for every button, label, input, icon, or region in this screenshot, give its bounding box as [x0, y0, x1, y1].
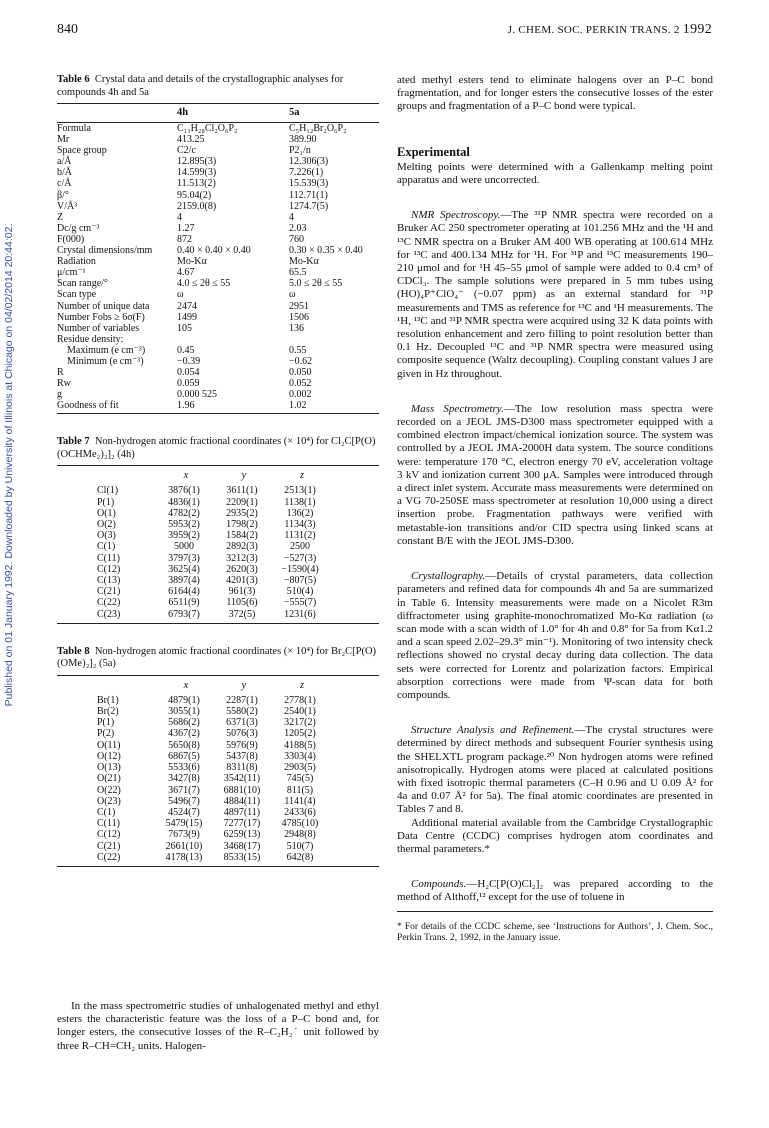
table7-row	[97, 497, 331, 508]
table6-cell: ω	[289, 289, 296, 301]
table6-cell: 1.96	[177, 400, 195, 412]
table6-cell	[289, 334, 379, 345]
table6-cell: 0.000 525	[177, 389, 217, 401]
table8-cell: 4367(2)	[168, 728, 200, 740]
table6-cell: Residue density:	[57, 333, 124, 345]
table8-cell: 5686(2)	[168, 717, 200, 729]
download-notice[interactable]: Published on 01 January 1992. Downloaded by University of Illinois at Chicago on 04/02/2014 20:44:02.	[3, 223, 15, 707]
table8-cell: 7277(17)	[223, 818, 261, 830]
table8-row	[97, 852, 331, 863]
table7-cell: 136(2)	[286, 507, 314, 519]
table6-cell: V/Å³	[57, 200, 78, 212]
table6-cell: Goodness of fit	[57, 400, 119, 412]
crystallography-title: Crystallography.	[411, 570, 486, 583]
table8-cell: O(13)	[97, 762, 121, 774]
table8-cell: 4879(1)	[168, 694, 200, 706]
table8-cell: 3671(7)	[168, 784, 200, 796]
continued-paragraph: ated methyl esters tend to eliminate halogens over an P–C bond fragmentation, and for longer esters the consecutive losses of the ester groups and fragmentation of a P–C bond were typical.	[397, 74, 713, 113]
table6-cell: 95.04(2)	[177, 189, 212, 201]
table6-cell: β/°	[57, 189, 69, 201]
table8-cell: C(22)	[97, 851, 121, 863]
table6-cell: Space group	[57, 145, 107, 157]
table6-cell: 11.513(2)	[177, 178, 216, 190]
table7-cell: 3876(1)	[168, 485, 200, 497]
table6-caption-text: Crystal data and details of the crystallographic analyses for compounds 4h and 5a	[57, 74, 344, 98]
table7-cell: P(1)	[97, 496, 115, 508]
table6-col-5a: 5a	[289, 107, 300, 118]
table7-cell: Cl(1)	[97, 485, 119, 497]
right-column	[397, 74, 713, 954]
table6-row	[57, 256, 379, 267]
ms-paragraph	[397, 403, 713, 548]
table8-cell: 2661(10)	[165, 840, 203, 852]
table7-cell: 1584(2)	[226, 530, 258, 542]
table8-row	[97, 751, 331, 762]
table6-row	[57, 190, 379, 201]
table6-cell: 1.27	[177, 222, 195, 234]
table6-cell: b/Å	[57, 167, 72, 179]
table6-row	[57, 234, 379, 245]
table8-row	[97, 762, 331, 773]
table6-row	[57, 278, 379, 289]
table6-cell: 112.71(1)	[289, 189, 328, 201]
table6-cell: P2₁/n	[289, 145, 311, 157]
table6-cell: 0.059	[177, 378, 200, 390]
table6-cell: 4	[289, 211, 294, 223]
table6-row	[57, 167, 379, 178]
table6-cell: Scan type	[57, 289, 97, 301]
table6-cell: Number of variables	[57, 322, 140, 334]
ms-title: Mass Spectrometry.	[411, 402, 504, 415]
table8-cell: P(2)	[97, 728, 115, 740]
table7-row	[97, 609, 331, 620]
table7	[97, 466, 331, 619]
table7-cell: 4201(3)	[226, 575, 258, 587]
table6-cell: 1274.7(5)	[289, 200, 329, 212]
table8-cell: 5650(8)	[168, 739, 200, 751]
table7-cell: O(1)	[97, 507, 116, 519]
table8-cell: 3468(17)	[223, 840, 261, 852]
table6-cell: 0.002	[289, 389, 312, 401]
table6-row	[57, 345, 379, 356]
table8-cell: 2540(1)	[284, 706, 316, 718]
table7-caption-text: Non-hydrogen atomic fractional coordinates (× 10⁴) for Cl₂C[P(O)(OCHMe₂)₂]₂ (4h)	[57, 436, 376, 460]
table7-cell: −527(3)	[283, 552, 317, 564]
table6-cell: −0.62	[289, 355, 313, 367]
table6-row	[57, 134, 379, 145]
crystallography-text: —Details of crystal parameters, data collection parameters and refined data for compounds 4h and 5a are summarized in Table 6. Intensity measurements were made on a Nicolet R3m diffractometer using graphite-monochromatized Mo-Kα radiation (ω scan mode with a scan width of 1.0° for 4h and 0.8° for 5a from Kα1.2 and a scan speed 2.02–29.3° min⁻¹). Monitoring of two intensity check reflections showed no crystal decay during data collection. The data sets were corrected for Lorentz and polarization factors. Empirical absorption corrections were made from Ψ-scan data for both compounds.	[397, 570, 713, 701]
table6-cell: μ/cm⁻¹	[57, 267, 86, 279]
table8-cell: O(21)	[97, 773, 121, 785]
ms-discussion-paragraph: In the mass spectrometric studies of unhalogenated methyl and ethyl esters the characteristic feature was the loss of a P–C bond and, for longer esters, the consecutive losses of the R–C₂H₂˙ unit followed by three R–CH=CH₂ units. Halogen-	[57, 1000, 379, 1052]
table6-row	[57, 389, 379, 400]
table7-cell: 3625(4)	[168, 563, 200, 575]
table6-cell: 136	[289, 322, 304, 334]
table7-cell: 3959(2)	[168, 530, 200, 542]
table7-cell: C(21)	[97, 586, 121, 598]
crystallography-paragraph	[397, 570, 713, 702]
table8-cell: O(12)	[97, 750, 121, 762]
table6-row	[57, 334, 379, 345]
journal-name: J. CHEM. SOC. PERKIN TRANS. 2	[507, 24, 680, 36]
table8-cell: 6867(5)	[168, 750, 200, 762]
table8-cell: O(11)	[97, 739, 121, 751]
ccdc-paragraph: Additional material available from the Cambridge Crystallographic Data Centre (CCDC) comprises hydrogen atom coordinates and thermal parameters.*	[397, 816, 713, 855]
table6-cell: 12.306(3)	[289, 156, 329, 168]
table8-cell: 811(5)	[286, 784, 314, 796]
table6-cell: Radiation	[57, 256, 96, 268]
table8-row	[97, 717, 331, 728]
table7-col-x: x	[183, 470, 189, 482]
experimental-paragraph: Melting points were determined with a Gallenkamp melting point apparatus and were uncorrected.	[397, 160, 713, 187]
table6-row	[57, 212, 379, 223]
table7-cell: O(2)	[97, 519, 116, 531]
table7-cell: 3797(3)	[168, 552, 200, 564]
table6-row	[57, 245, 379, 256]
compounds-title: Compounds.	[411, 878, 467, 891]
table8-cell: 5076(3)	[226, 728, 258, 740]
table6-cell: 5.0 ≤ 2θ ≤ 55	[289, 278, 343, 290]
table7-row	[97, 541, 331, 552]
table8-cell: Br(2)	[97, 706, 119, 718]
table8-cell: 745(5)	[286, 773, 314, 785]
table8-cell: P(1)	[97, 717, 115, 729]
table8-cell: 4188(5)	[284, 739, 316, 751]
table8-cell: Br(1)	[97, 694, 119, 706]
table6-cell: 0.054	[177, 367, 200, 379]
table6-row	[57, 378, 379, 389]
table8-row	[97, 740, 331, 751]
table6-cell: C2/c	[177, 145, 196, 157]
download-watermark	[2, 120, 16, 810]
table8-cell: 1141(4)	[284, 795, 316, 807]
table6-col-4h: 4h	[177, 107, 189, 118]
table6-cell: Mo-Kα	[289, 256, 319, 268]
table6-row	[57, 356, 379, 367]
table6-cell: 4.0 ≤ 2θ ≤ 55	[177, 278, 231, 290]
table8-cell: C(11)	[97, 818, 120, 830]
table6-cell: Mr	[57, 134, 70, 146]
table6-cell: 2.03	[289, 222, 307, 234]
table7-cell: 6511(9)	[168, 597, 200, 609]
table6-cell: Maximum (e cm⁻³)	[67, 344, 146, 356]
table6-label: Table 6	[57, 74, 90, 85]
table7-cell: 1134(3)	[284, 519, 316, 531]
nmr-text: —The ³¹P NMR spectra were recorded on a Bruker AC 250 spectrometer operating at 101.256 MHz and the ¹H and ¹³C NMR spectra on a Bruker AM 400 WB operating at 100.614 MHz for ¹³C and 400.134 MHz for ¹H. For ³¹P and ¹³C measurements 190–210 μmol and for ¹H 45–55 μmol of sample were added to 0.4 cm³ of CDCl₃. The sample solutions were prepared in 5 mm tubes using (HO)₄P⁺ClO₄⁻ (−0.07 ppm) as an external standard for ³¹P measurements and TMS as reference for ¹³C and ¹H measurements. The ¹H, ¹³C and ³¹P NMR spectra were acquired using 32 K data points with resolution enhancement and zero filling to point resolution better than 0.1 Hz. Decoupled ¹³C and ³¹P NMR spectra were measured using composite sequence (Waltz decoupling). Coupling constant values J are given in Hz throughout.	[397, 209, 713, 380]
table8-row	[97, 706, 331, 717]
table8-col-x: x	[183, 679, 189, 691]
table7-cell: 2892(3)	[226, 541, 258, 553]
table6-cell: Dc/g cm⁻³	[57, 222, 100, 234]
table6-cell: 65.5	[289, 267, 307, 279]
table7-caption	[57, 436, 379, 461]
table6-cell: Minimum (e cm⁻³)	[67, 355, 144, 367]
ms-text: —The low resolution mass spectra were recorded on a JEOL JMS-D300 mass spectrometer equipped with a combined electron impact/chemical ionization source. The system was controlled by a JEOL JMA-2000H data system. The source conditions were: temperature 170 °C, electron energy 70 eV, acceleration voltage 3 kV and ionization current 300 μA. Samples were introduced through a direct inlet system. Accurate mass measurements were determined on a VG 70-250SE mass spectrometer at resolution 10,000 using a direct insertion probe. Fragmentation pathways were verified with metastable-ion transitions and/or CID spectra using linked scans at constant B/E with the JEOL JMS-D300.	[397, 402, 713, 547]
table7-cell: −807(5)	[283, 575, 317, 587]
table6-cell: F(000)	[57, 233, 85, 245]
table6-cell: 872	[177, 233, 192, 245]
table6-cell: 2159.0(8)	[177, 200, 217, 212]
table6-cell: Z	[57, 211, 64, 223]
table7-cell: 1138(1)	[284, 496, 316, 508]
table8-cell: 3303(4)	[284, 750, 316, 762]
table7-label: Table 7	[57, 436, 90, 448]
table6-caption	[57, 74, 379, 99]
table7-row	[97, 586, 331, 597]
table6-row	[57, 289, 379, 300]
table8-cell: 4884(11)	[223, 795, 261, 807]
table6-row	[57, 178, 379, 189]
table6-row	[57, 312, 379, 323]
running-header	[57, 22, 712, 40]
table7-cell: 4836(1)	[168, 496, 200, 508]
table8-row	[97, 728, 331, 739]
left-column	[57, 74, 379, 867]
table6-cell	[177, 334, 289, 345]
table7-cell: O(3)	[97, 530, 116, 542]
table7-cell: 4782(2)	[168, 507, 200, 519]
table6-cell: Rw	[57, 378, 71, 390]
table6-cell: ω	[177, 289, 184, 301]
table6-row	[57, 323, 379, 334]
table6-cell: 14.599(3)	[177, 167, 217, 179]
table7-cell: 3611(1)	[226, 485, 258, 497]
table8-row	[97, 785, 331, 796]
table6-row	[57, 123, 379, 135]
table8-row	[97, 695, 331, 706]
table8-cell: 8533(15)	[223, 851, 261, 863]
table8-row	[97, 841, 331, 852]
table6-cell: Number Fobs ≥ 6σ(F)	[57, 311, 145, 323]
table6-cell: 2474	[177, 300, 197, 312]
table8-cell: 510(7)	[286, 840, 314, 852]
table8-cell: 2948(8)	[284, 829, 316, 841]
journal-header	[508, 22, 712, 38]
structure-text: —The crystal structures were determined by direct methods and subsequent Fourier synthesis using the SHELXTL program package.²⁰ Non hydrogen atoms were refined anisotropically. Hydrogen atoms were placed at calculated positions with fixed isotropic thermal parameters (C–H 0.96 and U 0.09 Å² for 4a and 0.07 Å² for 5a). The final atomic coordinates are presented in Tables 7 and 8.	[397, 724, 713, 816]
table8-cell: 5976(9)	[226, 739, 258, 751]
table6-cell: 0.052	[289, 378, 312, 390]
table7-cell: C(11)	[97, 552, 120, 564]
table8-cell: 6371(3)	[226, 717, 258, 729]
table8-cell: 5580(2)	[226, 706, 258, 718]
table8-cell: 4178(13)	[165, 851, 203, 863]
table6-cell: 7.226(1)	[289, 167, 324, 179]
table7-cell: C(13)	[97, 575, 121, 587]
table7-cell: 2620(3)	[226, 563, 258, 575]
table7-row	[97, 575, 331, 586]
table6-cell: Mo-Kα	[177, 256, 207, 268]
table7-cell: C(22)	[97, 597, 121, 609]
table6-cell: 760	[289, 233, 304, 245]
footnote: * For details of the CCDC scheme, see ‘Instructions for Authors’, J. Chem. Soc., Perkin Trans. 2, 1992, in the January issue.	[397, 911, 713, 945]
table6-cell: C₁₃H₂₈Cl₂O₆P₂	[177, 123, 238, 134]
table7-cell: 1131(2)	[284, 530, 316, 542]
table6-cell: 389.90	[289, 134, 317, 146]
table6-row	[57, 367, 379, 378]
structure-title: Structure Analysis and Refinement.	[411, 724, 575, 737]
table6-cell: 1499	[177, 311, 197, 323]
table8-cell: O(23)	[97, 795, 121, 807]
table6-row	[57, 145, 379, 156]
table7-cell: 1231(6)	[284, 608, 316, 620]
table6-cell: Crystal dimensions/mm	[57, 245, 153, 257]
table8-cell: 2903(5)	[284, 762, 316, 774]
table8-cell: 2778(1)	[284, 694, 316, 706]
table7-cell: −1590(4)	[281, 563, 319, 575]
table7-row	[97, 553, 331, 564]
table8-cell: O(22)	[97, 784, 121, 796]
table8-cell: 3542(11)	[223, 773, 261, 785]
structure-paragraph	[397, 724, 713, 816]
table6-cell: 0.30 × 0.35 × 0.40	[289, 245, 363, 257]
table8-row	[97, 829, 331, 840]
table6-cell: 2951	[289, 300, 309, 312]
table8-row	[97, 818, 331, 829]
table8-cell: 8311(8)	[226, 762, 258, 774]
table8-cell: 5496(7)	[168, 795, 200, 807]
table6-row	[57, 156, 379, 167]
table7-col-y: y	[241, 470, 247, 482]
table7-row	[97, 508, 331, 519]
table8-cell: 5479(15)	[165, 818, 203, 830]
table8-cell: 6259(13)	[223, 829, 261, 841]
compounds-paragraph	[397, 878, 713, 904]
table8-cell: 7673(9)	[168, 829, 200, 841]
table6-cell: Scan range/°	[57, 278, 108, 290]
table6-cell: R	[57, 367, 64, 379]
table6-cell: 4.67	[177, 267, 195, 279]
compounds-text: —H₂C[P(O)Cl₂]₂ was prepared according to the method of Althoff,¹² except for the use of toluene in	[397, 878, 713, 904]
table6-cell: 12.895(3)	[177, 156, 217, 168]
experimental-heading: Experimental	[397, 144, 470, 159]
table6-cell: −0.39	[177, 355, 201, 367]
table6-cell: g	[57, 389, 62, 401]
table8-col-z: z	[299, 679, 305, 691]
table6-cell: 105	[177, 322, 192, 334]
table7-cell: C(12)	[97, 563, 121, 575]
table7-row	[97, 519, 331, 530]
table6-cell: 15.539(3)	[289, 178, 329, 190]
left-body-text	[57, 1000, 379, 1053]
table7-cell: 1798(2)	[226, 519, 258, 531]
table6	[57, 103, 379, 411]
nmr-title: NMR Spectroscopy.	[411, 209, 501, 222]
table6-cell: 4	[177, 211, 182, 223]
table7-cell: 5953(2)	[168, 519, 200, 531]
table7-row	[97, 597, 331, 608]
table8-cell: C(21)	[97, 840, 121, 852]
table6-cell: 0.050	[289, 367, 312, 379]
table8	[97, 676, 331, 863]
table8-caption	[57, 646, 379, 671]
table7-cell: 3897(4)	[168, 575, 200, 587]
table7-cell: 3212(3)	[226, 552, 258, 564]
table7-cell: 510(4)	[286, 586, 314, 598]
table6-cell: C₅H₁₂Br₂O₆P₂	[289, 123, 347, 134]
table8-row	[97, 807, 331, 818]
table6-row	[57, 301, 379, 312]
table8-cell: 2287(1)	[226, 694, 258, 706]
table7-cell: 2513(1)	[284, 485, 316, 497]
table8-caption-text: Non-hydrogen atomic fractional coordinates (× 10⁴) for Br₂C[P(O)(OMe)₂]₂ (5a)	[57, 645, 377, 670]
page-number: 840	[57, 22, 78, 37]
table6-cell: 413.25	[177, 134, 205, 146]
table7-row	[97, 485, 331, 496]
table6-cell: 0.45	[177, 344, 195, 356]
table8-col-y: y	[241, 679, 247, 691]
table6-cell: 0.40 × 0.40 × 0.40	[177, 245, 251, 257]
table7-cell: C(1)	[97, 541, 116, 553]
table7-row	[97, 564, 331, 575]
table7-row	[97, 530, 331, 541]
nmr-paragraph	[397, 209, 713, 381]
table6-cell: 0.55	[289, 344, 307, 356]
table6-cell: Formula	[57, 123, 91, 134]
table6-cell: c/Å	[57, 178, 72, 190]
table7-cell: 2209(1)	[226, 496, 258, 508]
table8-cell: 4897(11)	[223, 806, 261, 818]
table7-col-z: z	[299, 470, 305, 482]
table8-cell: 2433(6)	[284, 806, 316, 818]
table6-cell: a/Å	[57, 156, 72, 168]
table8-cell: 3217(2)	[284, 717, 316, 729]
table6-row	[57, 223, 379, 234]
table8-cell: 3055(1)	[168, 706, 200, 718]
table6-row	[57, 201, 379, 212]
table8-cell: 642(8)	[286, 851, 314, 863]
table7-cell: 372(5)	[228, 608, 256, 620]
table7-cell: 961(3)	[228, 586, 256, 598]
table7-cell: 2935(2)	[226, 507, 258, 519]
table8-row	[97, 773, 331, 784]
table8-label: Table 8	[57, 645, 90, 657]
table8-cell: 5533(6)	[168, 762, 200, 774]
table6-cell: Number of unique data	[57, 300, 150, 312]
table7-cell: 1105(6)	[226, 597, 258, 609]
table7-cell: 6793(7)	[168, 608, 200, 620]
journal-year: 1992	[682, 22, 712, 37]
table7-cell: 6164(4)	[168, 586, 200, 598]
table8-cell: 3427(8)	[168, 773, 200, 785]
table8-cell: 4524(7)	[168, 806, 200, 818]
table8-cell: 5437(8)	[226, 750, 258, 762]
table7-cell: C(23)	[97, 608, 121, 620]
table8-cell: 4785(10)	[281, 818, 319, 830]
table6-row	[57, 400, 379, 411]
table7-cell: 5000	[174, 541, 194, 553]
table6-row	[57, 267, 379, 278]
table8-cell: 6881(10)	[223, 784, 261, 796]
table7-cell: −555(7)	[283, 597, 317, 609]
table8-row	[97, 796, 331, 807]
table8-cell: 1205(2)	[284, 728, 316, 740]
table6-cell: 1506	[289, 311, 309, 323]
table8-cell: C(12)	[97, 829, 121, 841]
table8-cell: C(1)	[97, 806, 116, 818]
table6-cell: 1.02	[289, 400, 307, 412]
table7-cell: 2500	[290, 541, 310, 553]
